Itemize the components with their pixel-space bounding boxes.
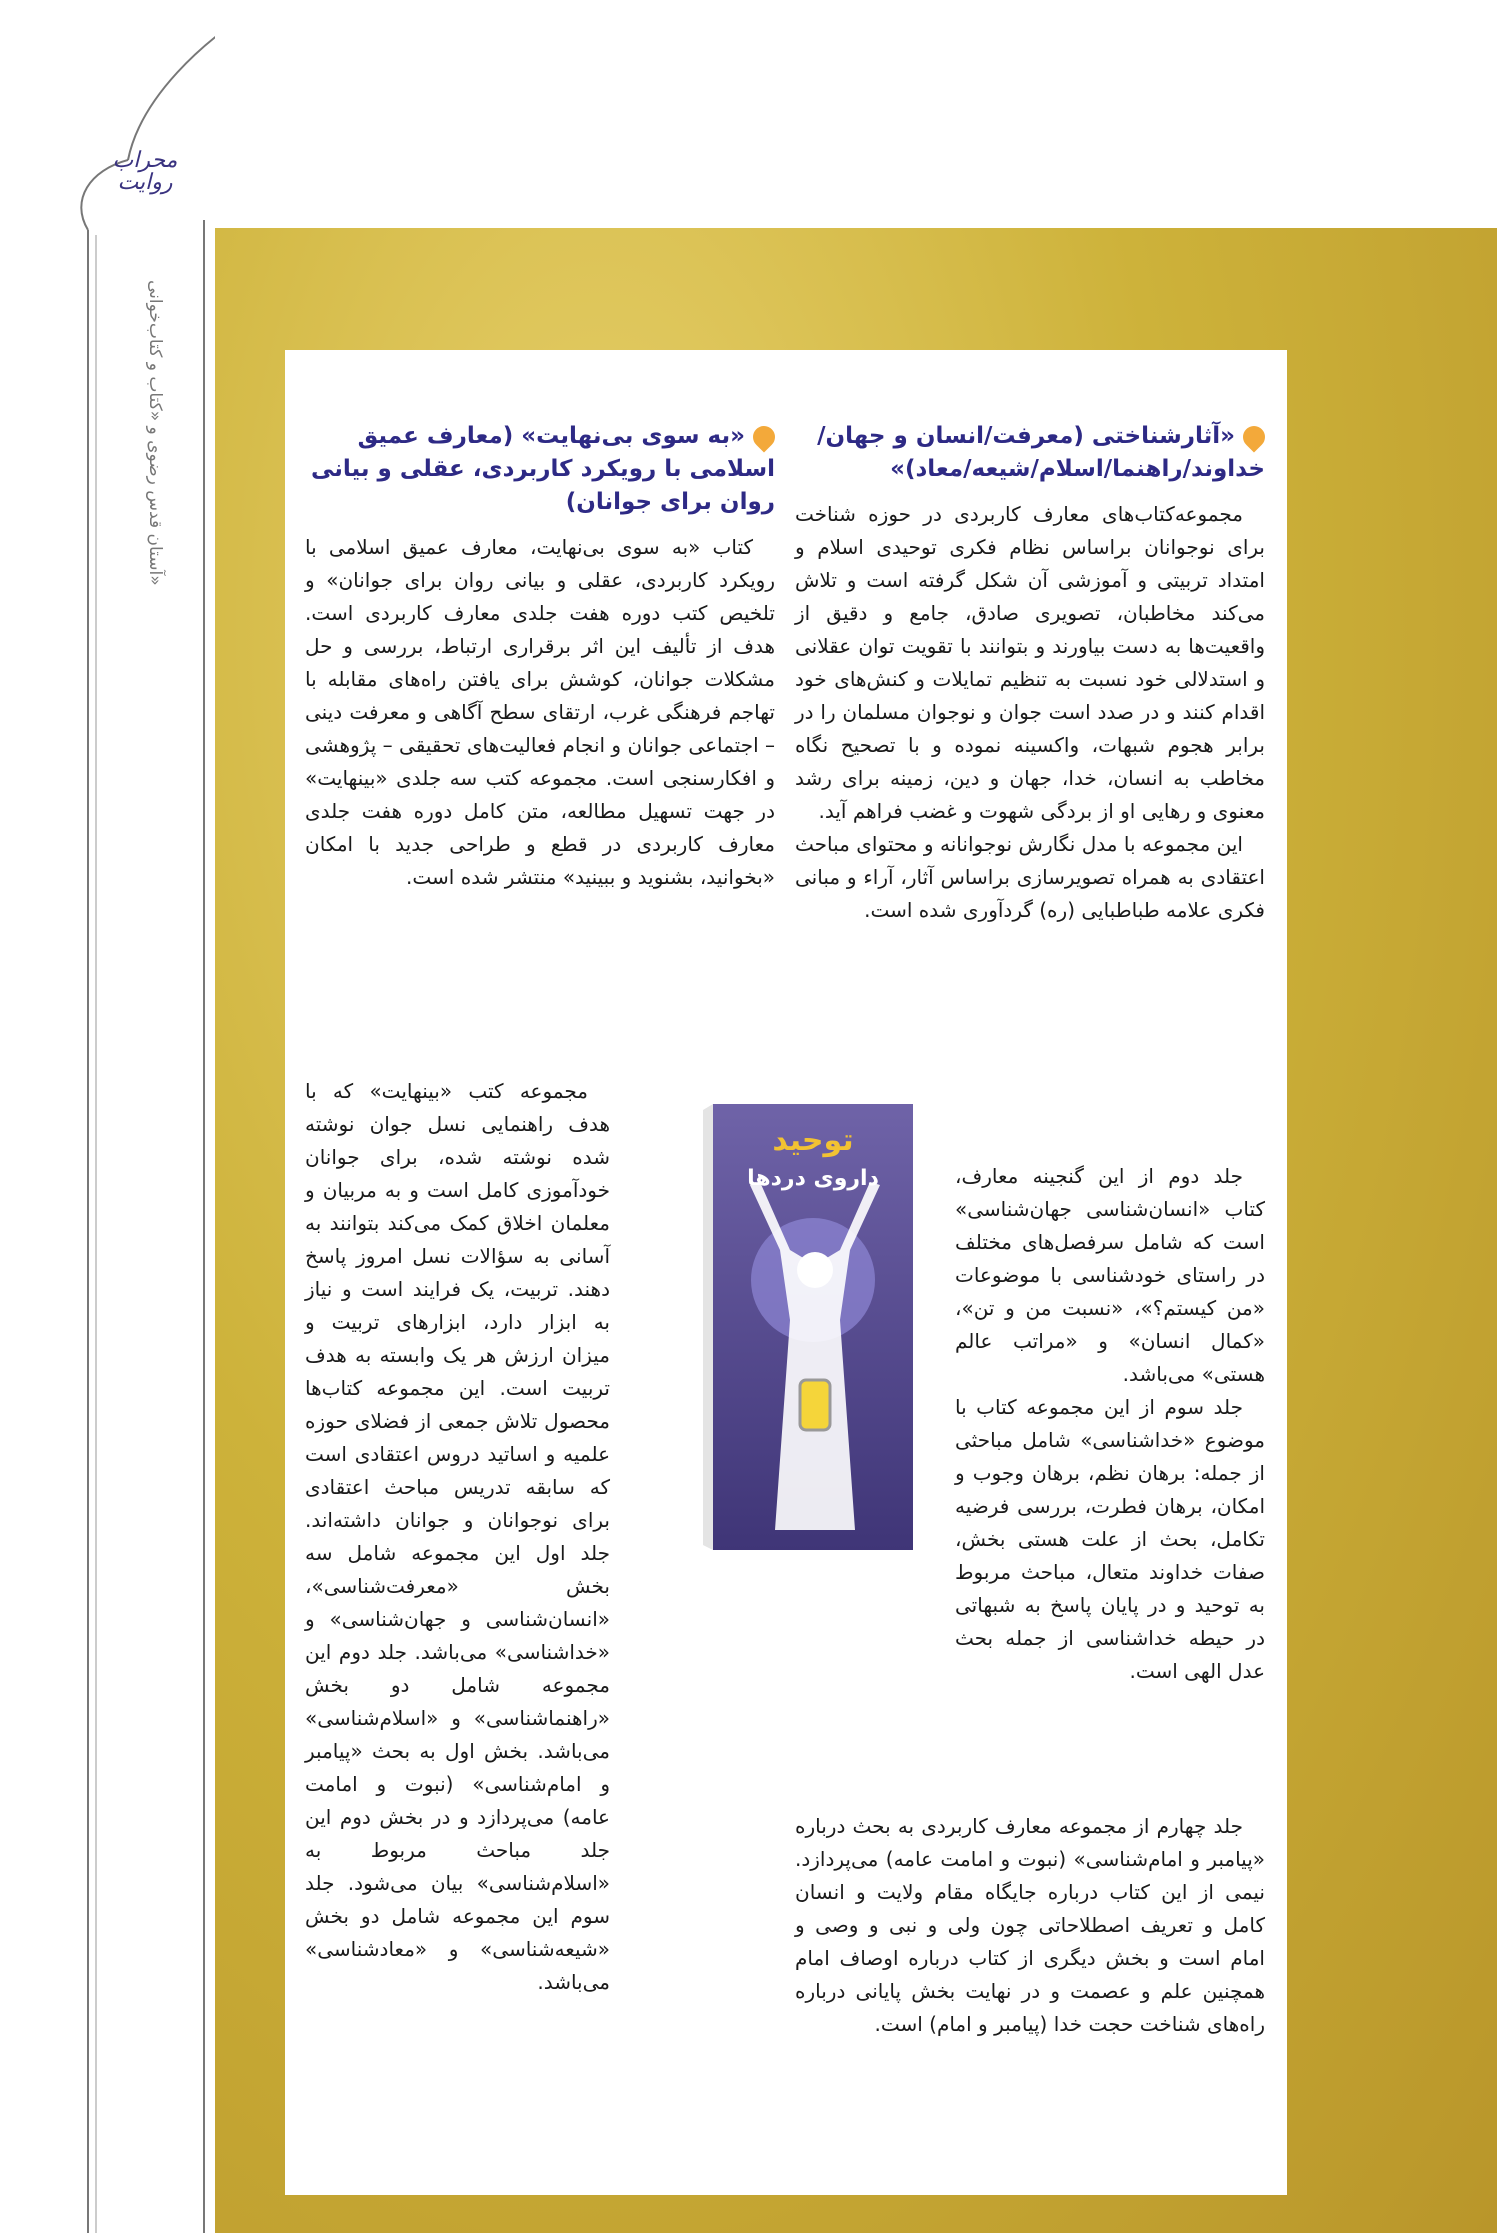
left-body bbox=[305, 531, 775, 894]
book-subtitle: داروی دردها bbox=[747, 1166, 879, 1191]
right-paragraph-4: جلد سوم از این مجموعه کتاب با موضوع «خداشناسی» شامل مباحثی از جمله: برهان نظم، برهان وجوب و امکان، برهان فطرت، بررسی فرضیه تکامل، بحث از علت هستی بخش، صفات خداوند متعال، مباحث مربوط به توحید و در پایان پاسخ به شبهاتی در حیطه خداشناسی از جمله بحث عدل الهی است. bbox=[955, 1395, 1265, 1683]
left-column bbox=[305, 420, 775, 894]
left-narrow-column bbox=[305, 1075, 610, 1999]
book-cover-image bbox=[695, 1090, 915, 1560]
right-paragraph-2: این مجموعه با مدل نگارش نوجوانانه و محتوای مباحث اعتقادی به همراه تصویرسازی براساس آثار، آراء و مبانی فکری علامه طباطبایی (ره) گردآوری شده است. bbox=[795, 832, 1265, 922]
right-narrow-column bbox=[955, 1160, 1265, 1688]
right-body bbox=[795, 498, 1265, 927]
drop-bullet-icon bbox=[748, 421, 779, 452]
right-column bbox=[795, 420, 1265, 927]
left-paragraph-1: کتاب «به سوی بی‌نهایت، معارف عمیق اسلامی با رویکرد کاربردی، عقلی و بیانی روان برای جوانان» و تلخیص کتب دوره هفت جلدی معارف کاربردی است. هدف از تألیف این اثر برقراری ارتباط، بررسی و حل مشکلات جوانان، کوشش برای یافتن راه‌های مقابله با تهاجم فرهنگی غرب، ارتقای سطح آگاهی و معرفت دینی – اجتماعی جوانان و انجام فعالیت‌های تحقیقی – پژوهشی و افکارسنجی است. مجموعه کتب سه جلدی «بینهایت» در جهت تسهیل مطالعه، متن کامل دوره هفت جلدی معارف کاربردی در قطع و طراحی جدید با امکان «بخوانید، بشنوید و ببینید» منتشر شده است. bbox=[305, 535, 775, 889]
brand-line-2: روایت bbox=[117, 170, 173, 195]
left-paragraph-2: مجموعه کتب «بینهایت» که با هدف راهنمایی نسل جوان نوشته شده نوشته شده، برای جوانان خودآموزی کامل است و به مربیان و معلمان اخلاق کمک می‌کند بتوانند به آسانی به سؤالات نسل امروز پاسخ دهند. تربیت، یک فرایند است و نیاز به ابزار دارد، ابزارهای تربیت و میزان ارزش هر یک وابسته به هدف تربیت است. این مجموعه کتاب‌ها محصول تلاش جمعی از فضلای حوزه علمیه و اساتید دروس اعتقادی است که سابقه تدریس مباحث اعتقادی برای نوجوانان و جوانان داشته‌اند. جلد اول این مجموعه شامل سه بخش «معرفت‌شناسی»، «انسان‌شناسی و جهان‌شناسی» و «خداشناسی» می‌باشد. جلد دوم این مجموعه شامل دو بخش «راهنماشناسی» و «اسلام‌شناسی» می‌باشد. بخش اول به بحث «پیامبر و امام‌شناسی» (نبوت و امامت عامه) می‌پردازد و در بخش دوم این جلد مباحث مربوط به «اسلام‌شناسی» بیان می‌شود. جلد سوم این مجموعه شامل دو بخش «شیعه‌شناسی» و «معادشناسی» می‌باشد. bbox=[305, 1079, 610, 1994]
drop-bullet-icon bbox=[1238, 421, 1269, 452]
right-paragraph-5: جلد چهارم از مجموعه معارف کاربردی به بحث درباره «پیامبر و امام‌شناسی» (نبوت و امامت عامه) می‌پردازد. نیمی از این کتاب درباره جایگاه مقام ولایت و انسان کامل و تعریف اصطلاحاتی چون ولی و نبی و وصی و امام است و بخش دیگری از کتاب درباره اوصاف امام همچنین علم و عصمت و در نهایت بخش پایانی درباره راه‌های شناخت حجت خدا (پیامبر و امام) است. bbox=[795, 1814, 1265, 2036]
book-title: توحید bbox=[772, 1123, 854, 1158]
left-heading-text: «به سوی بی‌نهایت» (معارف عمیق اسلامی با رویکرد کاربردی، عقلی و بیانی روان برای جوانان) bbox=[310, 423, 775, 515]
brand-logo bbox=[95, 150, 195, 194]
decorative-frame-line bbox=[0, 0, 215, 2233]
right-paragraph-1: مجموعه‌کتاب‌های معارف کاربردی در حوزه شناخت برای نوجوانان براساس نظام فکری توحیدی اسلام و امتداد تربیتی و آموزشی آن شکل گرفته است و تلاش می‌کند مخاطبان، تصویری صادق، جامع و دقیق از واقعیت‌ها به دست بیاورند و بتوانند با تقویت توان عقلانی و استدلالی خود نسبت به تنظیم تمایلات و کنش‌های خود اقدام کنند و در صدد است جوان و نوجوان مسلمان را در برابر هجوم شبهات، واکسینه نموده و با تصحیح نگاه مخاطب به انسان، خدا، جهان و دین، زمینه برای رشد معنوی و رهایی او از بردگی شهوت و غضب فراهم آید. bbox=[795, 502, 1265, 823]
vertical-section-text: آستان قدس رضوی و «کتاب و کتاب‌خوانی» bbox=[145, 280, 165, 586]
vertical-section-label bbox=[145, 280, 165, 586]
book-spine bbox=[703, 1104, 713, 1550]
right-heading bbox=[795, 420, 1265, 486]
right-heading-text: «آثارشناختی (معرفت/انسان و جهان/خداوند/راهنما/اسلام/شیعه/معاد)» bbox=[817, 423, 1265, 482]
left-heading bbox=[305, 420, 775, 519]
right-bottom-column bbox=[795, 1810, 1265, 2041]
right-paragraph-3: جلد دوم از این گنجینه معارف، کتاب «انسان‌شناسی جهان‌شناسی» است که شامل سرفصل‌های مختلف در راستای خودشناسی با موضوعات «من کیستم؟»، «نسبت من و تن»، «کمال انسان» و «مراتب عالم هستی» می‌باشد. bbox=[955, 1164, 1265, 1386]
brand-line-1: محراب bbox=[112, 148, 178, 173]
lantern-icon bbox=[800, 1380, 830, 1430]
